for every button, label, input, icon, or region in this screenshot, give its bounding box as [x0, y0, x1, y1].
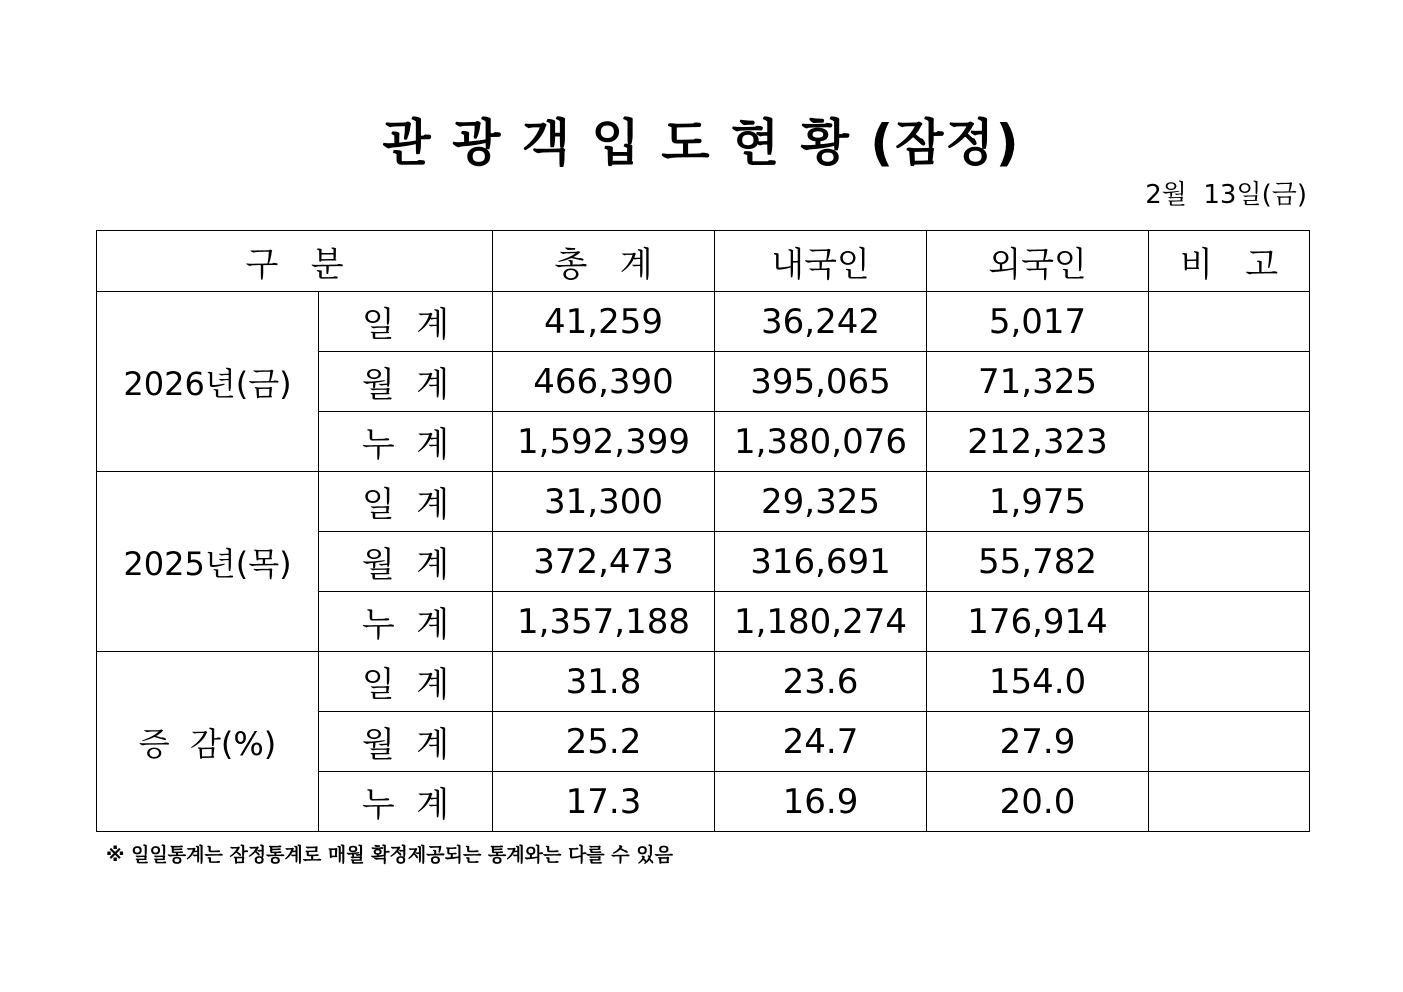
cell-domestic: 24.7 [715, 712, 927, 772]
cell-note [1149, 292, 1310, 352]
cell-note [1149, 772, 1310, 832]
row-label: 누 계 [319, 412, 493, 472]
cell-total: 372,473 [493, 532, 715, 592]
report-date: 2월 13일(금) [1145, 180, 1307, 210]
table-row [97, 292, 1310, 352]
group-label-2025: 2025년(목) [97, 472, 319, 652]
cell-total: 17.3 [493, 772, 715, 832]
cell-total: 466,390 [493, 352, 715, 412]
cell-total: 31,300 [493, 472, 715, 532]
row-label: 월 계 [319, 532, 493, 592]
footnote: ※ 일일통계는 잠정통계로 매월 확정제공되는 통계와는 다를 수 있음 [106, 844, 673, 866]
cell-note [1149, 532, 1310, 592]
tourist-arrivals-table [96, 230, 1310, 832]
row-label: 누 계 [319, 592, 493, 652]
cell-foreign: 55,782 [927, 532, 1149, 592]
row-label: 일 계 [319, 652, 493, 712]
row-label: 일 계 [319, 472, 493, 532]
row-label: 누 계 [319, 772, 493, 832]
cell-domestic: 395,065 [715, 352, 927, 412]
cell-foreign: 20.0 [927, 772, 1149, 832]
cell-foreign: 71,325 [927, 352, 1149, 412]
cell-domestic: 316,691 [715, 532, 927, 592]
header-domestic: 내국인 [715, 231, 927, 292]
cell-foreign: 5,017 [927, 292, 1149, 352]
header-total: 총 계 [493, 231, 715, 292]
row-label: 월 계 [319, 352, 493, 412]
cell-foreign: 1,975 [927, 472, 1149, 532]
header-category: 구 분 [97, 231, 493, 292]
cell-domestic: 16.9 [715, 772, 927, 832]
row-label: 일 계 [319, 292, 493, 352]
cell-foreign: 176,914 [927, 592, 1149, 652]
cell-total: 41,259 [493, 292, 715, 352]
cell-foreign: 212,323 [927, 412, 1149, 472]
cell-domestic: 23.6 [715, 652, 927, 712]
row-label: 월 계 [319, 712, 493, 772]
table-row [97, 472, 1310, 532]
cell-foreign: 27.9 [927, 712, 1149, 772]
cell-note [1149, 472, 1310, 532]
page-title: 관 광 객 입 도 현 황 (잠정) [382, 114, 1021, 172]
cell-total: 25.2 [493, 712, 715, 772]
table-header-row [97, 231, 1310, 292]
cell-total: 31.8 [493, 652, 715, 712]
cell-domestic: 1,180,274 [715, 592, 927, 652]
cell-domestic: 29,325 [715, 472, 927, 532]
header-foreign: 외국인 [927, 231, 1149, 292]
cell-note [1149, 652, 1310, 712]
cell-foreign: 154.0 [927, 652, 1149, 712]
cell-note [1149, 592, 1310, 652]
group-label-2026: 2026년(금) [97, 292, 319, 472]
cell-note [1149, 712, 1310, 772]
header-note: 비 고 [1149, 231, 1310, 292]
table-row [97, 652, 1310, 712]
cell-note [1149, 412, 1310, 472]
cell-total: 1,357,188 [493, 592, 715, 652]
cell-domestic: 36,242 [715, 292, 927, 352]
cell-total: 1,592,399 [493, 412, 715, 472]
cell-domestic: 1,380,076 [715, 412, 927, 472]
cell-note [1149, 352, 1310, 412]
group-label-change: 증 감(%) [97, 652, 319, 832]
